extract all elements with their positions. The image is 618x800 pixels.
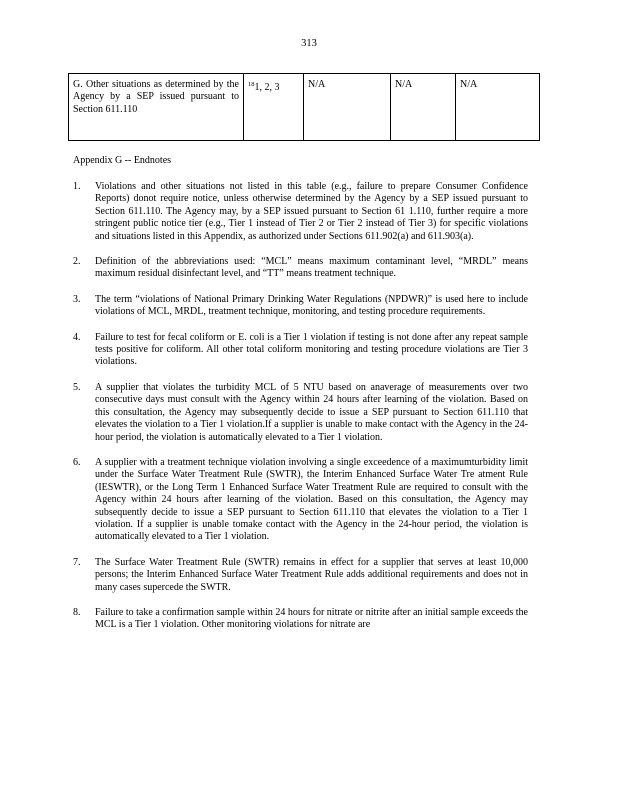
endnote-text: Violations and other situations not listed in this table (e.g., failure to prepare Consumer Confidence Reports) donot require notice, unless otherwise determined by the Agency by a SEP issued pursuant to Section 611.110. The Agency may, by a SEP issued pursuant to Section 61 1.110, further require a more stringent public notice tier (e.g., Tier 1 instead of Tier 2 or Tier 2 instead of Tier 3) for specific violations and situations listed in this Appendix, as authorized under Sections 611.902(a) and 611.903(a). <box>95 181 528 242</box>
endnote-number: 2. <box>73 256 81 268</box>
endnote-7 <box>73 557 528 594</box>
col5-cell: N/A <box>456 74 540 141</box>
endnote-text: A supplier that violates the turbidity MCL of 5 NTU based on anaverage of measurements over two consecutive days must consult with the Agency within 24 hours after learning of the violation. Based on this consultation, the Agency may subsequently decide to issue a SEP pursuant to Section 611.110 that elevates the violation to a Tier 1 violation.If a supplier is unable to make contact with the Agency in the 24-hour period, the violation is automatically elevated to a Tier 1 violation. <box>95 381 528 443</box>
endnote-text: Failure to test for fecal coliform or E. coli is a Tier 1 violation if testing is not done after any repeat sample tests positive for coliform. All other total coliform monitoring and testing procedure violations are Tier 3 violations. <box>95 331 528 368</box>
page-number: 313 <box>301 38 317 49</box>
endnote-number: 5. <box>73 381 81 393</box>
col3-cell: N/A <box>304 74 391 141</box>
endnotes-list <box>73 181 528 632</box>
violations-table <box>68 73 540 141</box>
endnote-number: 7. <box>73 556 81 568</box>
endnote-3 <box>73 294 528 319</box>
endnote-4 <box>73 332 528 369</box>
endnotes-heading: Appendix G -- Endnotes <box>73 155 172 166</box>
endnote-8 <box>73 607 528 632</box>
tier-value: 1, 2, 3 <box>254 82 280 93</box>
endnote-6 <box>73 457 528 544</box>
endnote-text: Failure to take a confirmation sample within 24 hours for nitrate or nitrite after an initial sample exceeds the MCL is a Tier 1 violation. Other monitoring violations for nitrate are <box>95 606 528 631</box>
endnote-text: A supplier with a treatment technique violation involving a single exceedence of a maximumturbidity limit under the Surface Water Treatment Rule (SWTR), the Interim Enhanced Surface Water Tre atment Rule (IESWTR), or the Long Term 1 Enhanced Surface Water Treatment Rule are required to consult with the Agency within 24 hours after learning of the violation. Based on this consultation, the Agency may subsequently decide to issue a SEP pursuant to Section 611.110 that elevates the violation to a Tier 1 violation. If a supplier is unable tomake contact with the Agency in the 24-hour period, the violation is automatically elevated to a Tier 1 violation. <box>95 456 528 543</box>
endnote-text: The Surface Water Treatment Rule (SWTR) remains in effect for a supplier that serves at least 10,000 persons; the Interim Enhanced Surface Water Treatment Rule adds additional requirements and does not in many cases supercede the SWTR. <box>95 556 528 593</box>
endnote-number: 8. <box>73 606 81 618</box>
endnote-1 <box>73 181 528 243</box>
tier-cell <box>244 74 304 141</box>
endnote-2 <box>73 256 528 281</box>
endnote-number: 4. <box>73 331 81 343</box>
endnote-text: Definition of the abbreviations used: “MCL” means maximum contaminant level, “MRDL” means maximum residual disinfectant level, and “TT” means treatment technique. <box>95 256 528 280</box>
table-row <box>69 74 540 141</box>
endnote-number: 1. <box>73 181 81 192</box>
endnote-number: 3. <box>73 293 81 305</box>
situation-cell: G. Other situations as determined by the Agency by a SEP issued pursuant to Section 611.110 <box>69 74 244 141</box>
tier-endnote-ref: 18 <box>248 81 255 88</box>
endnote-number: 6. <box>73 456 81 468</box>
endnote-5 <box>73 382 528 444</box>
col4-cell: N/A <box>391 74 456 141</box>
endnote-text: The term “violations of National Primary Drinking Water Regulations (NPDWR)” is used here to include violations of MCL, MRDL, treatment technique, monitoring, and testing procedure requirements. <box>95 293 528 318</box>
